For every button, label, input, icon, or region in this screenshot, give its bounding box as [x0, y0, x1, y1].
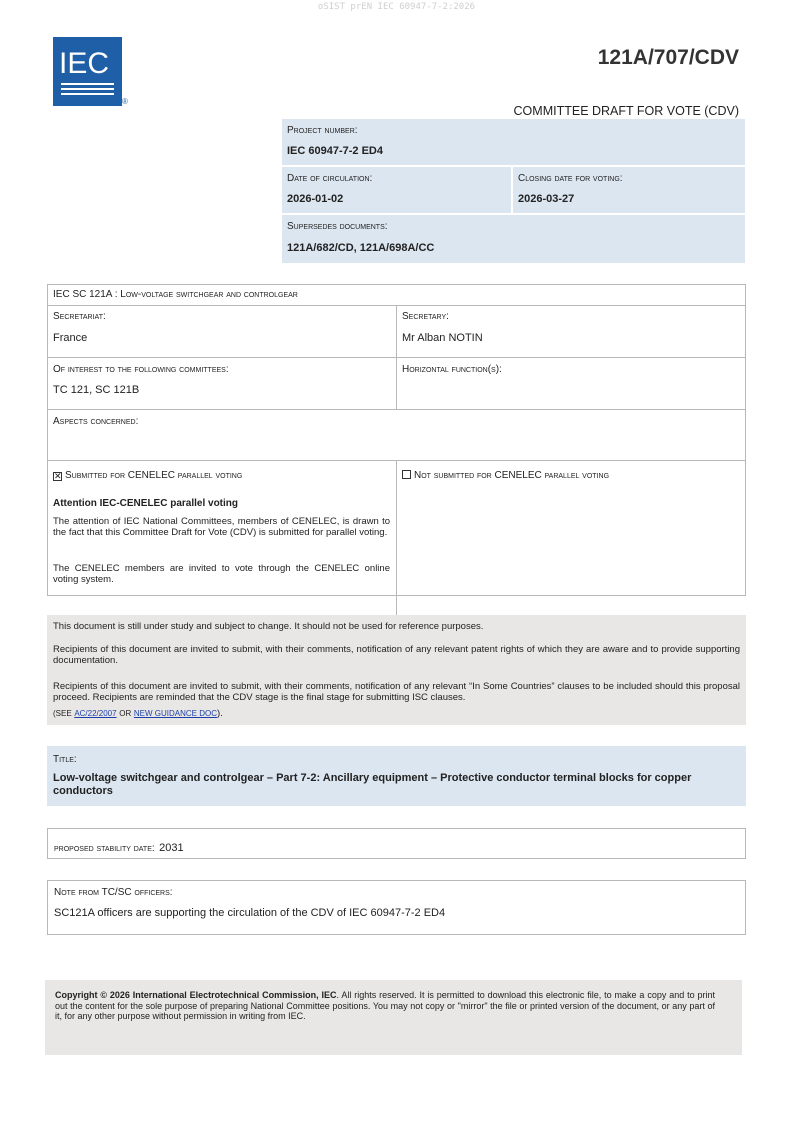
- ac-22-2007-link[interactable]: AC/22/2007: [74, 709, 117, 718]
- empty-box-icon[interactable]: [402, 470, 411, 479]
- closing-date-cell: [513, 167, 745, 213]
- checked-box-icon[interactable]: ✕: [54, 471, 62, 481]
- attention-paragraph-2: The CENELEC members are invited to vote through the CENELEC online voting system.: [53, 563, 390, 585]
- supersedes-cell: [282, 215, 745, 263]
- document-reference: 121A/707/CDV: [597, 46, 739, 69]
- registered-mark: ®: [122, 97, 128, 106]
- stability-block: [47, 828, 746, 859]
- new-guidance-doc-link[interactable]: NEW GUIDANCE DOC: [133, 709, 217, 718]
- notice-paragraph-2: Recipients of this document are invited to submit, with their comments, notification of any relevant patent rights of which they are aware and to provide supporting documentation.: [53, 644, 740, 666]
- date-circulation-label: Date of circulation:: [287, 173, 373, 184]
- project-number-value: IEC 60947-7-2 ED4: [287, 145, 383, 157]
- stability-label: proposed stability date:: [54, 843, 155, 854]
- title-block: [47, 746, 746, 806]
- stability-row: [54, 838, 184, 856]
- secretariat-label: Secretariat:: [53, 311, 106, 322]
- copyright-bold: Copyright © 2026 International Electrotechnical Commission, IEC: [55, 990, 337, 1000]
- date-circulation-cell: [282, 167, 511, 213]
- committee-title: IEC SC 121A : Low-voltage switchgear and controlgear: [53, 289, 298, 300]
- iec-logo: [53, 37, 122, 106]
- iec-logo-lines: [61, 83, 114, 95]
- project-number-cell: [282, 119, 745, 165]
- notice-paragraph-1: This document is still under study and subject to change. It should not be used for reference purposes.: [53, 621, 484, 632]
- notice-block: [47, 615, 746, 725]
- notice-references: (SEE AC/22/2007 OR NEW GUIDANCE DOC).: [53, 708, 223, 719]
- closing-date-label: Closing date for voting:: [518, 173, 623, 184]
- committee-table: [47, 284, 746, 596]
- secretary-label: Secretary:: [402, 311, 449, 322]
- title-text: Low-voltage switchgear and controlgear – Part 7-2: Ancillary equipment – Protective conductor terminal blocks for copper conductors: [53, 772, 692, 797]
- title-label: Title:: [53, 754, 77, 765]
- not-submitted-option[interactable]: [402, 470, 609, 481]
- note-text: SC121A officers are supporting the circulation of the CDV of IEC 60947-7-2 ED4: [54, 907, 446, 919]
- attention-title: Attention IEC-CENELEC parallel voting: [53, 498, 239, 509]
- stability-value: 2031: [159, 842, 184, 854]
- copyright-block: [45, 980, 742, 1055]
- note-label: Note from TC/SC officers:: [54, 887, 173, 898]
- submitted-option[interactable]: [53, 470, 242, 481]
- iec-logo-text: IEC: [59, 47, 110, 80]
- horizontal-label: Horizontal function(s):: [402, 364, 502, 375]
- note-block: [47, 880, 746, 935]
- watermark: oSIST prEN IEC 60947-7-2:2026: [317, 2, 476, 12]
- supersedes-label: Supersedes documents:: [287, 221, 388, 232]
- interest-value: TC 121, SC 121B: [53, 384, 140, 396]
- attention-paragraph-1: The attention of IEC National Committees, members of CENELEC, is drawn to the fact that this Committee Draft for Vote (CDV) is submitted for parallel voting.: [53, 516, 390, 538]
- document-type: COMMITTEE DRAFT FOR VOTE (CDV): [513, 104, 739, 118]
- not-submitted-label: Not submitted for CENELEC parallel voting: [414, 470, 610, 481]
- aspects-label: Aspects concerned:: [53, 416, 139, 427]
- secretary-value: Mr Alban NOTIN: [402, 332, 483, 344]
- supersedes-value: 121A/682/CD, 121A/698A/CC: [287, 242, 435, 254]
- interest-label: Of interest to the following committees:: [53, 364, 229, 375]
- copyright-rest: . All rights reserved. It is permitted to download this electronic file, to make a copy and to print out the content for the sole purpose of preparing National Committee positions. You may not copy or "mirror" the file or printed version of the document, or any part of it, for any other purpose without permission in writing from IEC.: [55, 990, 715, 1021]
- copyright-text: [55, 990, 715, 1022]
- closing-date-value: 2026-03-27: [518, 193, 575, 205]
- project-number-label: Project number:: [287, 125, 358, 136]
- date-circulation-value: 2026-01-02: [287, 193, 344, 205]
- secretariat-value: France: [53, 332, 88, 344]
- notice-paragraph-3: Recipients of this document are invited to submit, with their comments, notification of any relevant “In Some Countries” clauses to be included should this proposal proceed. Recipients are reminded that the CDV stage is the final stage for submitting ISC clauses.: [53, 681, 740, 703]
- submitted-label: Submitted for CENELEC parallel voting: [65, 470, 243, 481]
